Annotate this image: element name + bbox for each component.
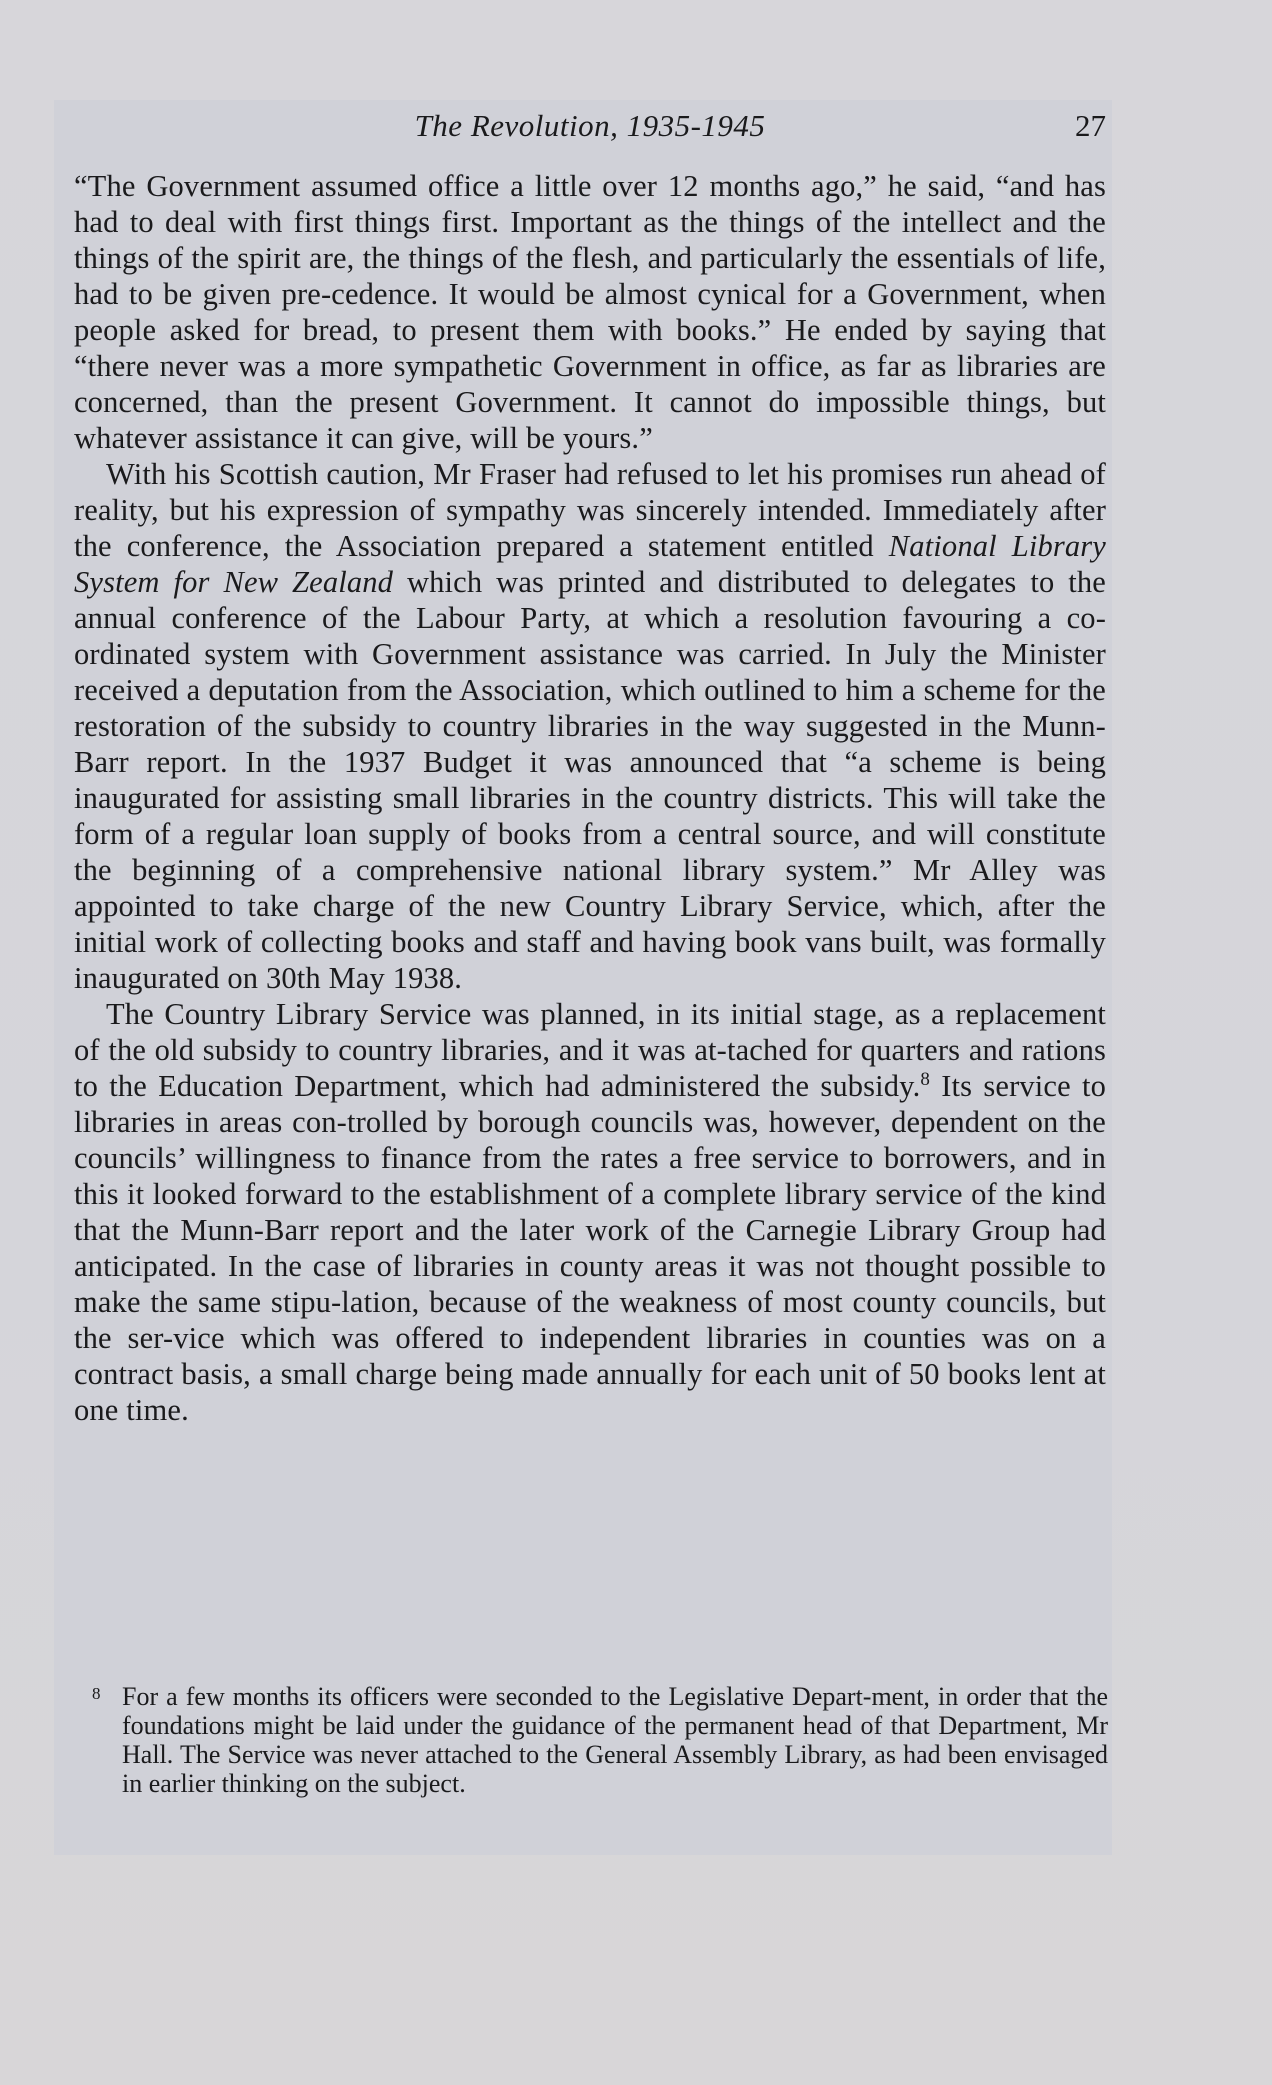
paragraph-3-text-after: Its service to libraries in areas con-trolled by borough councils was, however, dependent on the councils’ willingness to finance from the rates a free service to borrowers, and in this it looked forward to the establishment of a complete library service of the kind that the Munn-Barr report and the later work of the Carnegie Library Group had anticipated. In the case of libraries in county areas it was not thought possible to make the same stipu-lation, because of the weakness of most county councils, but the ser-vice which was offered to independent libraries in counties was on a contract basis, a small charge being made annually for each unit of 50 books lent at one time.: [74, 1069, 1106, 1427]
paragraph-1: “The Government assumed office a little over 12 months ago,” he said, “and has had to deal with first things first. Important as the things of the intellect and the things of the spirit are, the things of the flesh, and particularly the essentials of life, had to be given pre-cedence. It would be almost cynical for a Government, when people asked for bread, to present them with books.” He ended by saying that “there never was a more sympathetic Government in office, as far as libraries are concerned, than the present Government. It cannot do impossible things, but whatever assistance it can give, will be yours.”: [74, 169, 1106, 455]
footnote-text: For a few months its officers were seconded to the Legislative Depart-ment, in order that the foundations might be laid under the guidance of the permanent head of that Department, Mr Hall. The Service was never attached to the General Assembly Library, as had been envisaged in earlier thinking on the subject.: [122, 1682, 1108, 1798]
paragraph-3: [74, 996, 1106, 1428]
paragraph-2-text-after: which was printed and distributed to delegates to the annual conference of the Labour Party, at which a resolution favouring a co-ordinated system with Government assistance was carried. In July the Minister received a deputation from the Association, which outlined to him a scheme for the restoration of the subsidy to country libraries in the way suggested in the Munn-Barr report. In the 1937 Budget it was announced that “a scheme is being inaugurated for assisting small libraries in the country districts. This will take the form of a regular loan supply of books from a central source, and will constitute the beginning of a comprehensive national library system.” Mr Alley was appointed to take charge of the new Country Library Service, which, after the initial work of collecting books and staff and having book vans built, was formally inaugurated on 30th May 1938.: [74, 565, 1106, 995]
paragraph-2: [74, 456, 1106, 996]
publication-title: National Library System for New Zealand: [74, 529, 1106, 599]
footnote: [92, 1682, 1108, 1798]
body-text: [74, 168, 1106, 1428]
running-head: The Revolution, 1935-1945: [414, 108, 766, 143]
footnote-reference: 8: [920, 1068, 931, 1090]
paragraph-2-text-before: With his Scottish caution, Mr Fraser had refused to let his promises run ahead of reality, but his expression of sympathy was sincerely intended. Immediately after the conference, the Association prepared a statement entitled: [74, 457, 1106, 563]
page-header: [74, 108, 1106, 152]
paragraph-3-text-before: The Country Library Service was planned, in its initial stage, as a replacement of the old subsidy to country libraries, and it was at-tached for quarters and rations to the Education Department, which had administered the subsidy.: [74, 997, 1106, 1103]
page-number: 27: [1075, 108, 1106, 143]
footnote-marker: 8: [92, 1684, 101, 1703]
